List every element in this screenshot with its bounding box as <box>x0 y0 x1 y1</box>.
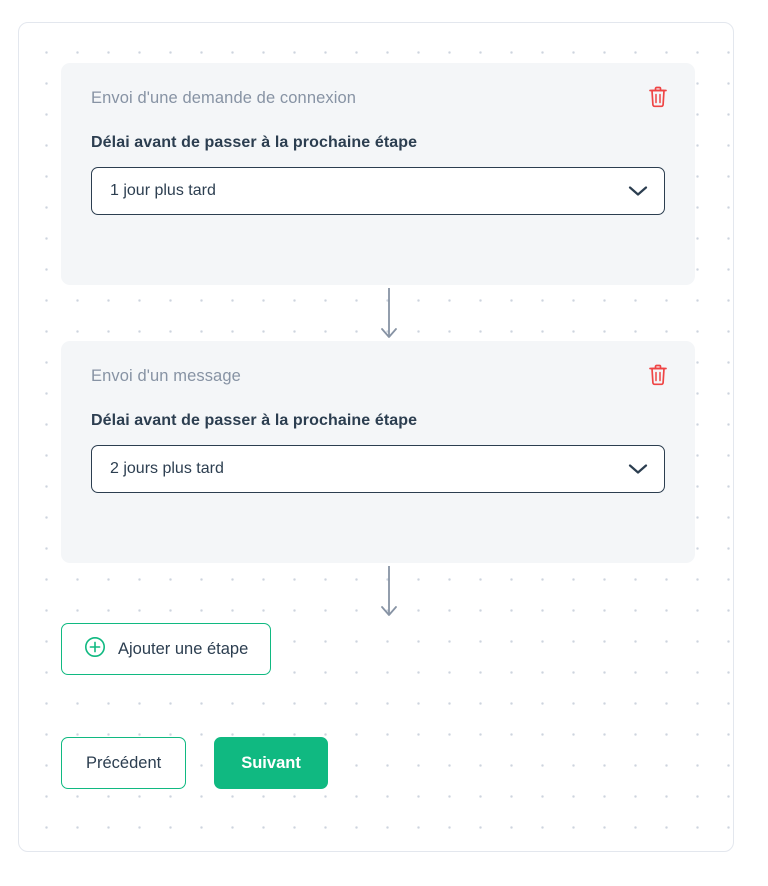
workflow-step-card <box>61 63 695 285</box>
arrow-down-icon <box>378 288 400 340</box>
delay-field-label: Délai avant de passer à la prochaine étape <box>91 134 418 151</box>
add-step-button[interactable] <box>61 623 271 675</box>
trash-icon <box>647 97 669 112</box>
delete-step-button[interactable] <box>647 85 669 109</box>
delay-field-label: Délai avant de passer à la prochaine étape <box>91 412 418 429</box>
previous-button[interactable]: Précédent <box>61 737 186 789</box>
delay-select[interactable] <box>91 167 665 215</box>
wizard-footer <box>61 737 328 789</box>
delay-select[interactable] <box>91 445 665 493</box>
step-title: Envoi d'une demande de connexion <box>91 89 357 107</box>
step-card-header <box>91 367 665 387</box>
chevron-down-icon <box>628 463 648 475</box>
plus-circle-icon <box>84 636 106 663</box>
arrow-down-icon <box>378 566 400 618</box>
chevron-down-icon <box>628 185 648 197</box>
trash-icon <box>647 375 669 390</box>
step-card-header <box>91 89 665 109</box>
delete-step-button[interactable] <box>647 363 669 387</box>
next-button[interactable]: Suivant <box>214 737 328 789</box>
workflow-step-card <box>61 341 695 563</box>
add-step-label: Ajouter une étape <box>118 639 249 658</box>
step-title: Envoi d'un message <box>91 367 241 385</box>
delay-select-value: 2 jours plus tard <box>110 460 224 477</box>
workflow-canvas <box>18 22 734 852</box>
delay-select-value: 1 jour plus tard <box>110 182 216 199</box>
